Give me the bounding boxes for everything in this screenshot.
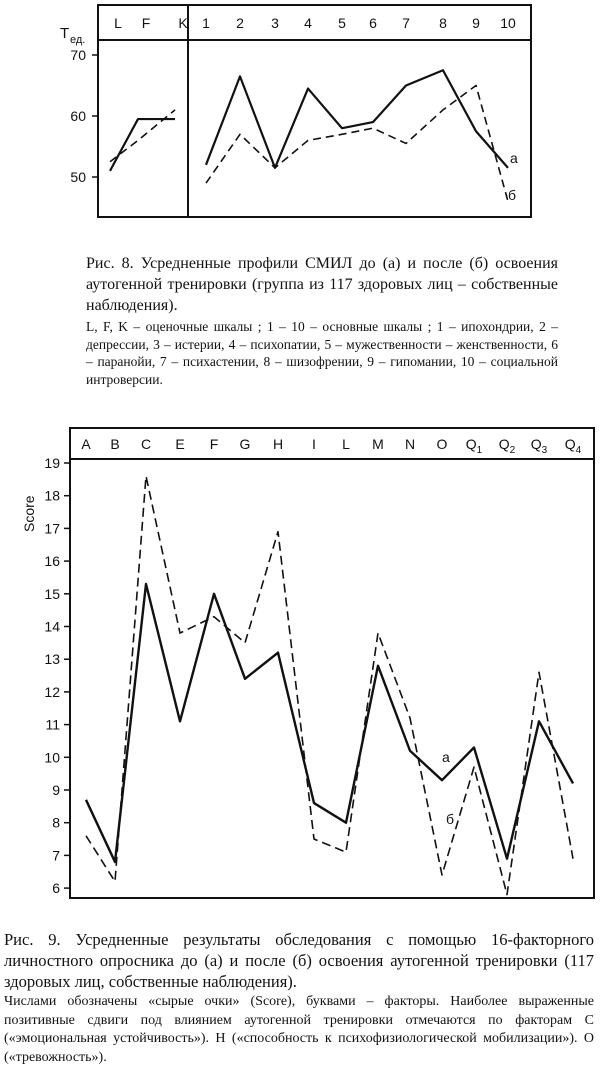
- figure8-label-b: б: [508, 187, 517, 203]
- figure8-y-tick-label: 60: [70, 108, 86, 124]
- figure9-factor-label: B: [110, 436, 120, 452]
- figure9-y-tick-label: 13: [44, 651, 60, 668]
- figure9-factor-label: G: [239, 436, 251, 452]
- figure8-scale-label: 6: [369, 15, 377, 31]
- figure9-y-tick-label: 8: [52, 814, 60, 831]
- figure9-factor-label: A: [81, 436, 91, 452]
- figure8-y-tick-label: 50: [70, 169, 86, 185]
- figure9-factor-label: I: [312, 436, 316, 452]
- figure9-factor-label: H: [272, 436, 284, 452]
- figure8-scale-label: 2: [236, 15, 244, 31]
- figure8-scale-label: K: [178, 15, 188, 31]
- figure9-factor-label: E: [175, 436, 185, 452]
- figure9-label-a: а: [442, 749, 450, 765]
- figure9-factor-label: C: [140, 436, 152, 452]
- figure8-label-a: а: [510, 150, 518, 166]
- figure9-y-tick-label: 16: [44, 553, 60, 570]
- figure8-note: L, F, K – оценочные шкалы ; 1 – 10 – основные шкалы ; 1 – ипохондрии, 2 – депрессии, 3 – истерии, 4 – психопатии, 5 – мужественности – женственности, 6 – паранойи, 7 – психастении, 8 – шизофрении, 9 – гипомании, 10 – социальной интроверсии.: [86, 319, 558, 387]
- figure9-factor-label: $Q_1$: [465, 436, 483, 456]
- figure9-factor-label: $Q_4$: [564, 436, 582, 456]
- figure9-factor-label: M: [372, 436, 384, 452]
- figure9-y-tick-label: 7: [52, 847, 60, 864]
- figure8-y-tick-label: 70: [70, 47, 86, 63]
- figure8-scale-label: 4: [304, 15, 312, 31]
- figure9-y-tick-label: 9: [52, 782, 60, 798]
- figure9-factor-label: $Q_3$: [530, 436, 548, 456]
- figure9-y-tick-label: 19: [44, 455, 60, 471]
- figure9-factor-label: N: [404, 436, 416, 452]
- figure9-series-a-line: [86, 584, 573, 862]
- figure9-y-tick-label: 11: [45, 716, 60, 733]
- figure9-caption: Рис. 9. Усредненные результаты обследования с помощью 16-факторного личностного опросника до (а) и после (б) освоения аутогенной тренировки (117 здоровых лиц, собственные наблюдения).: [4, 930, 594, 991]
- figure9-y-tick-label: 18: [44, 487, 60, 504]
- figure8-scale-label: 10: [500, 15, 516, 31]
- figure9-y-tick-label: 6: [52, 880, 60, 897]
- figure8-scale-label: 1: [202, 15, 210, 31]
- figure8-caption: Рис. 8. Усредненные профили СМИЛ до (а) и после (б) освоения аутогенной тренировки (группа из 117 здоровых лиц – собственные наблюдения).: [86, 255, 558, 314]
- figure8-scale-label: 5: [338, 15, 346, 31]
- figure8-y-label-sub: ед.: [70, 34, 86, 46]
- figure9-label-b: б: [446, 811, 455, 827]
- figure9-y-tick-label: 12: [44, 683, 60, 700]
- figure8-scale-label: 3: [271, 15, 279, 31]
- figure8-scale-label: 9: [472, 15, 480, 31]
- figure8-scale-label: F: [141, 15, 151, 31]
- figure8-y-label: Т: [60, 25, 70, 42]
- figure9-factor-label: O: [436, 436, 448, 452]
- figure9-y-label: Score: [21, 495, 37, 532]
- figure9-factor-label: L: [342, 436, 350, 452]
- figure8-scale-label: L: [114, 15, 122, 31]
- figure9-factor-label: $Q_2$: [498, 436, 516, 456]
- figure8-scale-label: 8: [439, 15, 447, 31]
- figure9-y-tick-label: 10: [44, 749, 60, 766]
- figure9-y-tick-label: 17: [44, 520, 60, 537]
- figure9-factor-label: F: [209, 436, 219, 452]
- figure9-note: Числами обозначены «сырые очки» (Score), буквами – факторы. Наиболее выраженные позитивные сдвиги под влиянием аутогенной тренировки отмечаются по факторам С («эмоциональная устойчивость»). Н («способность к психофизиологической мобилизации»). О («тревожность»).: [4, 994, 594, 1065]
- figure8-scale-label: 7: [402, 15, 410, 31]
- figure9-y-tick-label: 15: [44, 585, 60, 602]
- figure9-y-tick-label: 14: [44, 618, 60, 635]
